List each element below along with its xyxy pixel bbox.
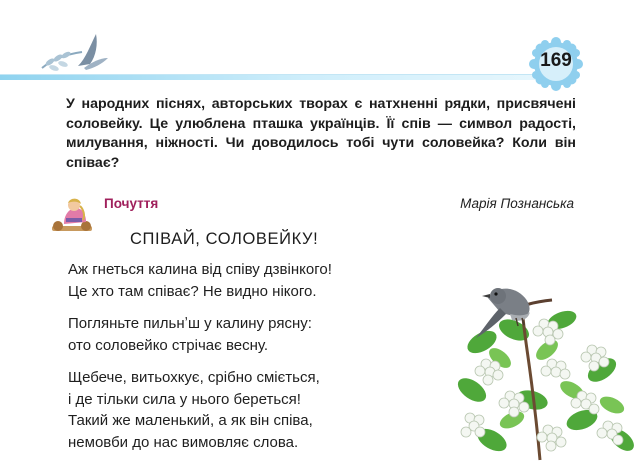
poem-title: СПІВАЙ, СОЛОВЕЙКУ! bbox=[130, 230, 319, 248]
girl-on-swing-icon bbox=[48, 196, 96, 234]
poem-stanza bbox=[68, 367, 320, 453]
poem-line: Погляньте пильнʼш у калину рясну: bbox=[68, 315, 312, 332]
poem-line: Такий же маленький, а як він співа, bbox=[68, 412, 313, 429]
poem-stanza bbox=[68, 313, 312, 356]
intro-paragraph: У народних піснях, авторських творах є натхненні рядки, присвячені соловейку. Це улюблена пташка українців. Її спів — символ радості, милування, ніжності. Чи доводилось тобі чути соловейка? Коли він співає? bbox=[66, 96, 576, 171]
page-header bbox=[0, 0, 640, 95]
poem-line: Аж гнеться калина від співу дзвінкого! bbox=[68, 261, 332, 278]
poem-stanza bbox=[68, 259, 332, 302]
section-label: Почуття bbox=[104, 196, 159, 211]
poem-line: Це хто там співає? Не видно нікого. bbox=[68, 282, 317, 300]
leaf-ornament-icon bbox=[34, 28, 114, 78]
nightingale-on-viburnum-icon bbox=[452, 280, 640, 463]
poem-line: Щебече, витьохкує, срібно сміється, bbox=[68, 369, 320, 386]
page-number: 169 bbox=[540, 50, 572, 71]
poem-line: і де тільки сила у нього береться! bbox=[68, 390, 301, 408]
header-divider bbox=[0, 74, 560, 80]
poem-author: Марія Познанська bbox=[460, 196, 574, 211]
poem-line: ото соловейко стрічає весну. bbox=[68, 336, 269, 354]
poem-line: немовби до нас вимовляє слова. bbox=[68, 433, 299, 451]
